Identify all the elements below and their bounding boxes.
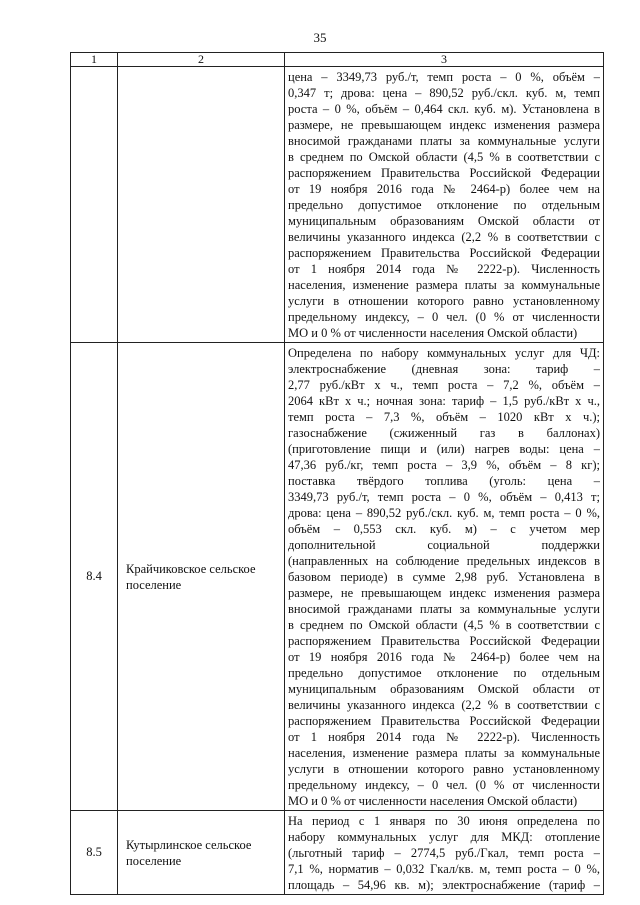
description-line: дополнительной социальной поддержки [288,538,600,552]
description-line: объём – 0,553 скл. куб. м) – с учетом мер [288,522,600,536]
description-line: предельно допустимое отклонение по отдельным [288,666,600,680]
description-line: газоснабжение (сжиженный газ в баллонах) [288,426,600,440]
row-number [71,67,118,343]
description-line: муниципальным образованиям Омской области от [288,214,600,228]
description-cell [285,811,604,895]
description-line: услуги в отношении которого равно установленному [288,762,600,776]
description-line: распоряжением Правительства Российской Федерации [288,246,600,260]
description-line: предельно допустимое отклонение по отдельным [288,198,600,212]
description-line: муниципальным образованиям Омской области от [288,682,600,696]
description-line: размере, не превышающем индекс изменения размера [288,586,600,600]
description-line: 2064 кВт х ч.; ночная зона: тариф – 1,5 руб./кВт х ч., [288,394,600,408]
description-line: набору коммунальных услуг для МКД: отопление [288,830,600,844]
table-row [71,811,604,895]
description-line: вносимой гражданами платы за коммунальные услуги [288,602,600,616]
description-cell [285,67,604,343]
settlement-name: Крайчиковское сельское поселение [118,343,285,811]
description-line: На период с 1 января по 30 июня определена по [288,814,600,828]
description-line: базовом периоде) в сумме 2,98 руб. Установлена в [288,570,600,584]
description-line: распоряжением Правительства Российской Федерации [288,634,600,648]
description-cell [285,343,604,811]
description-line: Определена по набору коммунальных услуг для ЧД: [288,346,600,360]
settlement-name [118,67,285,343]
description-line: распоряжением Правительства Российской Федерации [288,714,600,728]
table-row [71,343,604,811]
description-line: от 19 ноября 2016 года № 2464-р) более чем на [288,182,600,196]
description-line: 2,77 руб./кВт х ч., темп роста – 7,2 %, объём – [288,378,600,392]
description-line: роста – 0 %, объём – 0,464 скл. куб. м). Установлена в [288,102,600,116]
header-col-3: 3 [285,53,604,67]
row-number: 8.5 [71,811,118,895]
table-row [71,67,604,343]
description-line: от 1 ноября 2014 года № 2222-р). Численность [288,730,600,744]
description-line: в среднем по Омской области (4,5 % в соответствии с [288,618,600,632]
description-line: услуги в отношении которого равно установленному [288,294,600,308]
description-line: предельному индексу, – 0 чел. (0 % от численности [288,310,600,324]
description-line: вносимой гражданами платы за коммунальные услуги [288,134,600,148]
description-line: 7,1 %, норматив – 0,032 Гкал/кв. м, темп роста – 0 %, [288,862,600,876]
description-line: величины указанного индекса (2,2 % в соответствии с [288,698,600,712]
description-line: от 19 ноября 2016 года № 2464-р) более чем на [288,650,600,664]
description-line: МО и 0 % от численности населения Омской области) [288,326,578,340]
description-line: 3349,73 руб./т, темп роста – 0 %, объём – 0,413 т; [288,490,600,504]
description-line: распоряжением Правительства Российской Федерации [288,166,600,180]
page-number: 35 [313,30,327,45]
description-line: МО и 0 % от численности населения Омской области) [288,794,578,808]
description-line: электроснабжение (дневная зона: тариф – [288,362,600,376]
settlement-name: Кутырлинское сельское поселение [118,811,285,895]
row-number: 8.4 [71,343,118,811]
description-line: величины указанного индекса (2,2 % в соответствии с [288,230,600,244]
description-line: цена – 3349,73 руб./т, темп роста – 0 %, объём – [288,70,600,84]
description-line: размере, не превышающем индекс изменения размера [288,118,600,132]
description-line: (приготовление пищи и (или) нагрев воды: цена – [288,442,600,456]
description-line: населения, изменение размера платы за коммунальные [288,278,600,292]
description-line: (льготный тариф – 2774,5 руб./Гкал, темп роста – [288,846,600,860]
description-line: поставка твёрдого топлива (уголь: цена – [288,474,600,488]
description-line: темп роста – 7,3 %, объём – 1020 кВт х ч.); [288,410,600,424]
description-line: в среднем по Омской области (4,5 % в соответствии с [288,150,600,164]
description-line: (направленных на соблюдение предельных индексов в [288,554,600,568]
description-line: 47,36 руб./кг, темп роста – 3,9 %, объём – 8 кг); [288,458,600,472]
table-header-row [71,53,604,67]
description-line: предельному индексу, – 0 чел. (0 % от численности [288,778,600,792]
description-line: 0,347 т; дрова: цена – 890,52 руб./скл. куб. м, темп [288,86,600,100]
description-line: площадь – 54,96 кв. м); электроснабжение (тариф – [288,878,600,892]
description-line: дрова: цена – 890,52 руб./скл. куб. м, темп роста – 0 %, [288,506,600,520]
description-line: населения, изменение размера платы за коммунальные [288,746,600,760]
document-table [70,52,604,895]
description-line: от 1 ноября 2014 года № 2222-р). Численность [288,262,600,276]
header-col-1: 1 [71,53,118,67]
header-col-2: 2 [118,53,285,67]
